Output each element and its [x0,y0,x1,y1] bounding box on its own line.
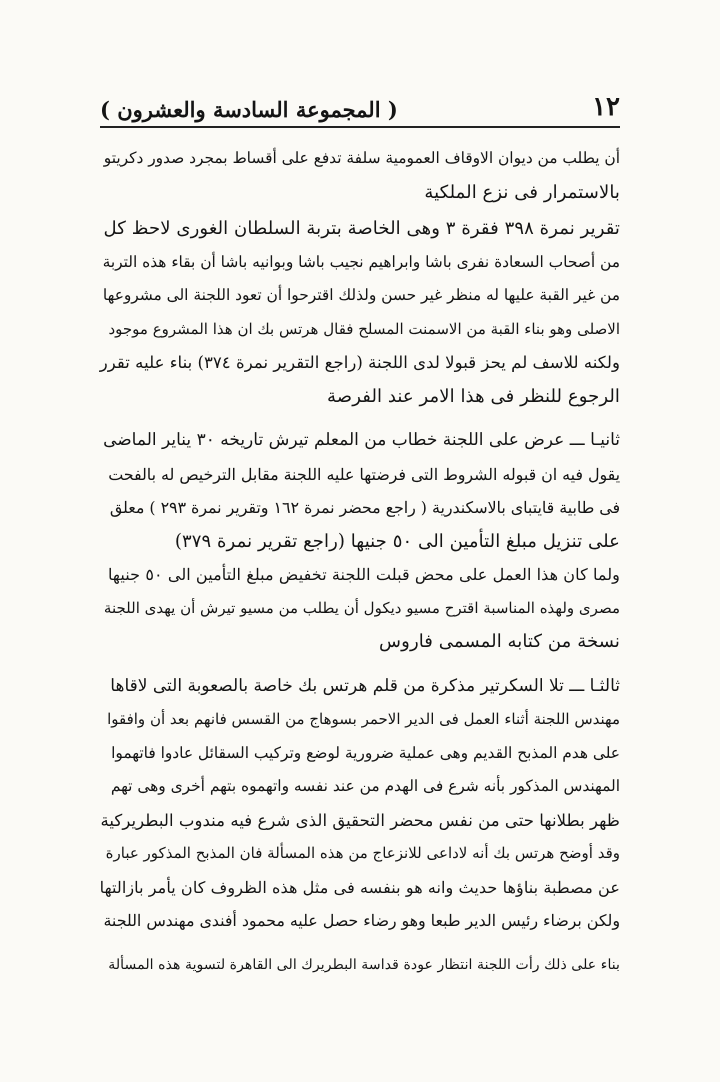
text-line: بالاستمرار فى نزع الملكية [424,181,620,203]
page-number: ١٢ [592,92,620,122]
text-line: أن يطلب من ديوان الاوقاف العمومية سلفة تدفع على أقساط بمجرد صدور دكريتو [103,149,620,167]
text-line: ولكن برضاء رئيس الدير طبعا وهو رضاء حصل عليه محمود أفندى مهندس اللجنة [103,911,620,930]
text-line: تقرير نمرة ٣٩٨ فقرة ٣ وهى الخاصة بتربة السلطان الغورى لاحظ كل [103,218,620,239]
text-line: ظهر بطلانها حتى من نفس محضر التحقيق الذى شرع فيه مندوب البطريركية [100,810,620,830]
paragraph-report-398 [100,212,620,413]
text-line: الاصلى وهو بناء القبة من الاسمنت المسلح فقال هرتس بك ان هذا المشروع موجود [108,319,620,338]
text-line: ثانيـا ـــ عرض على اللجنة خطاب من المعلم تيرش تاريخه ٣٠ يناير الماضى [103,430,620,450]
text-line: ثالثـا ـــ تلا السكرتير مذكرة من قلم هرتس بك خاصة بالصعوبة التى لاقاها [110,675,620,696]
text-line: ولكنه للاسف لم يحز قبولا لدى اللجنة (راجع التقرير نمرة ٣٧٤) بناء عليه تقرر [99,353,620,372]
text-line: عن مصطبة بناؤها حديث وانه هو بنفسه فى مثل هذه الظروف كان يأمر بازالتها [99,877,620,897]
text-line: فى طابية قايتباى بالاسكندرية ( راجع محضر نمرة ١٦٢ وتقرير نمرة ٢٩٣ ) معلق [109,498,620,517]
paragraph-second [100,424,620,659]
paragraph-intro [100,142,620,209]
text-line: مصرى ولهذه المناسبة اقترح مسيو ديكول أن يطلب من مسيو تيرش أن يهدى اللجنة [103,598,620,617]
text-line: من أصحاب السعادة نفرى باشا وابراهيم نجيب باشا وبوانيه باشا أن بقاء هذه التربة [102,252,620,271]
text-line: وقد أوضح هرتس بك أنه لاداعى للانزعاج من هذه المسألة فان المذبح المذكور عبارة [105,844,620,862]
text-line: الرجوع للنظر فى هذا الامر عند الفرصة [327,385,620,407]
paragraph-third [100,670,620,938]
document-body [100,142,620,982]
text-line: من غير القبة عليها له منظر غير حسن ولذلك اقترحوا أن تعود اللجنة الى مشروعها [102,286,620,304]
text-line: بناء على ذلك رأت اللجنة انتظار عودة قداسة البطريرك الى القاهرة لتسوية هذه المسألة [108,956,620,973]
page-header [100,88,620,128]
text-line: نسخة من كتابه المسمى فاروس [378,631,620,652]
running-title: ( المجموعة السادسة والعشرون ) [100,97,398,122]
paragraph-decision [100,949,620,983]
text-line: يقول فيه ان قبوله الشروط التى فرضتها عليه اللجنة مقابل الترخيص له بالفحت [108,464,620,484]
text-line: ولما كان هذا العمل على محض قبلت اللجنة تخفيض مبلغ التأمين الى ٥٠ جنيها [108,565,620,584]
text-line: المهندس المذكور بأنه شرع فى الهدم من عند نفسه واتهموه بتهم أخرى وهى تهم [110,777,620,795]
text-line: على هدم المذبح القديم وهى عملية ضرورية لوضع وتركيب السقائل عادوا فاتهموا [111,743,620,762]
text-line: مهندس اللجنة أثناء العمل فى الدير الاحمر بسوهاج من القسس فانهم بعد أن وافقوا [107,710,620,728]
text-line: على تنزيل مبلغ التأمين الى ٥٠ جنيها (راجع تقرير نمرة ٣٧٩) [174,530,620,552]
